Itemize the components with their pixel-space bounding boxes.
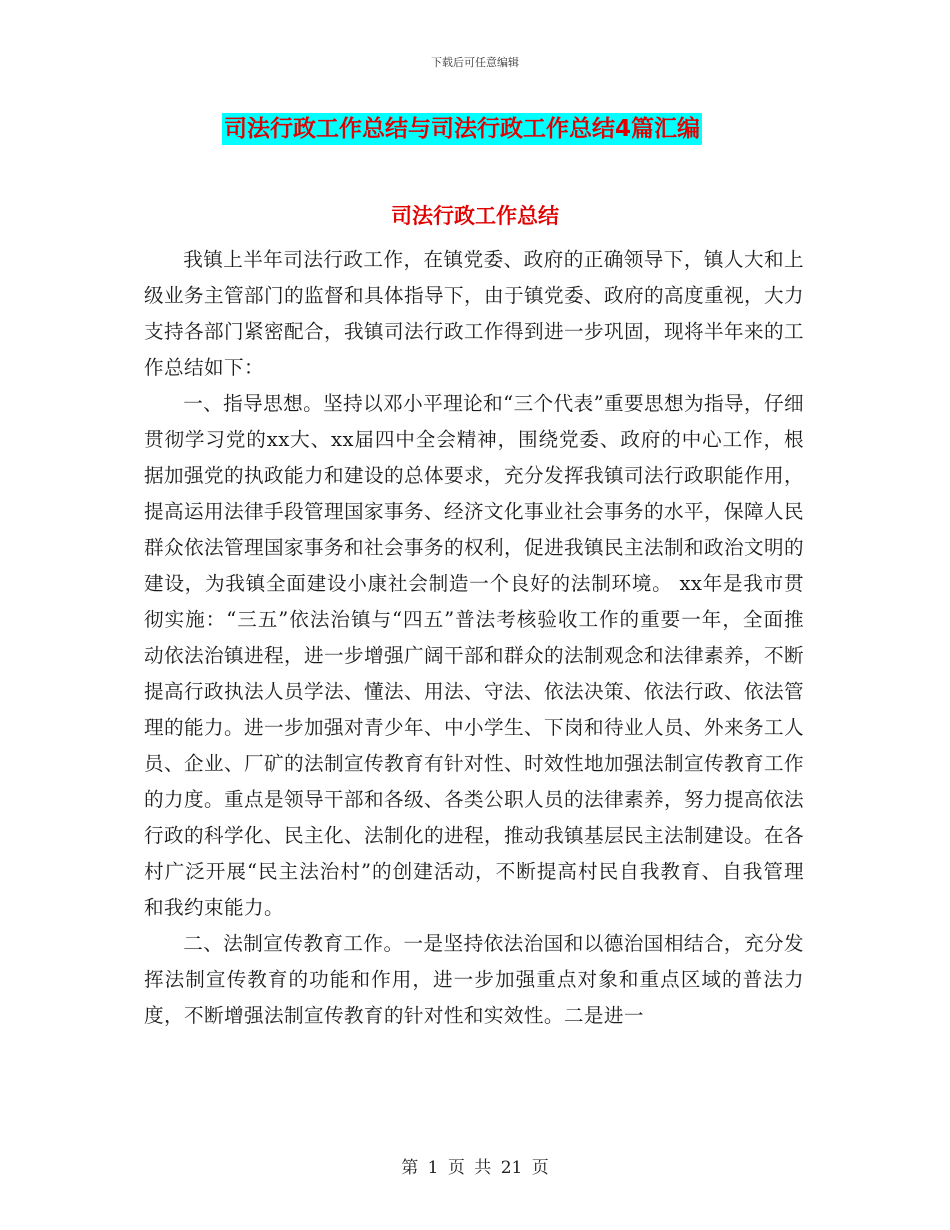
document-title: 司法行政工作总结与司法行政工作总结4篇汇编: [222, 113, 702, 145]
paragraph-legal-education: 二、法制宣传教育工作。一是坚持依法治国和以德治国相结合，充分发挥法制宣传教育的功能和作用，进一步加强重点对象和重点区域的普法力度，不断增强法制宣传教育的针对性和实效性。二是进一: [144, 932, 804, 1027]
header-note: 下载后可任意编辑: [431, 56, 519, 69]
page-footer: 第 1 页 共 21 页: [401, 1158, 549, 1178]
document-body: [144, 242, 804, 1034]
paragraph-guiding-thought: 一、指导思想。坚持以邓小平理论和“三个代表”重要思想为指导，仔细贯彻学习党的xx大、xx届四中全会精神，围绕党委、政府的中心工作，根据加强党的执政能力和建设的总体要求，充分发挥我镇司法行政职能作用，提高运用法律手段管理国家事务、经济文化事业社会事务的水平，保障人民群众依法管理国家事务和社会事务的权利，促进我镇民主法制和政治文明的建设，为我镇全面建设小康社会制造一个良好的法制环境。 xx年是我市贯彻实施：“三五”依法治镇与“四五”普法考核验收工作的重要一年，全面推动依法治镇进程，进一步增强广阔干部和群众的法制观念和法律素养，不断提高行政执法人员学法、懂法、用法、守法、依法决策、依法行政、依法管理的能力。进一步加强对青少年、中小学生、下岗和待业人员、外来务工人员、企业、厂矿的法制宣传教育有针对性、时效性地加强法制宣传教育工作的力度。重点是领导干部和各级、各类公职人员的法律素养，努力提高依法行政的科学化、民主化、法制化的进程，推动我镇基层民主法制建设。在各村广泛开展“民主法治村”的创建活动，不断提高村民自我教育、自我管理和我约束能力。: [144, 392, 804, 919]
section-title: 司法行政工作总结: [391, 204, 559, 228]
paragraph-intro: 我镇上半年司法行政工作，在镇党委、政府的正确领导下，镇人大和上级业务主管部门的监督和具体指导下，由于镇党委、政府的高度重视，大力支持各部门紧密配合，我镇司法行政工作得到进一步巩固，现将半年来的工作总结如下：: [144, 248, 804, 379]
